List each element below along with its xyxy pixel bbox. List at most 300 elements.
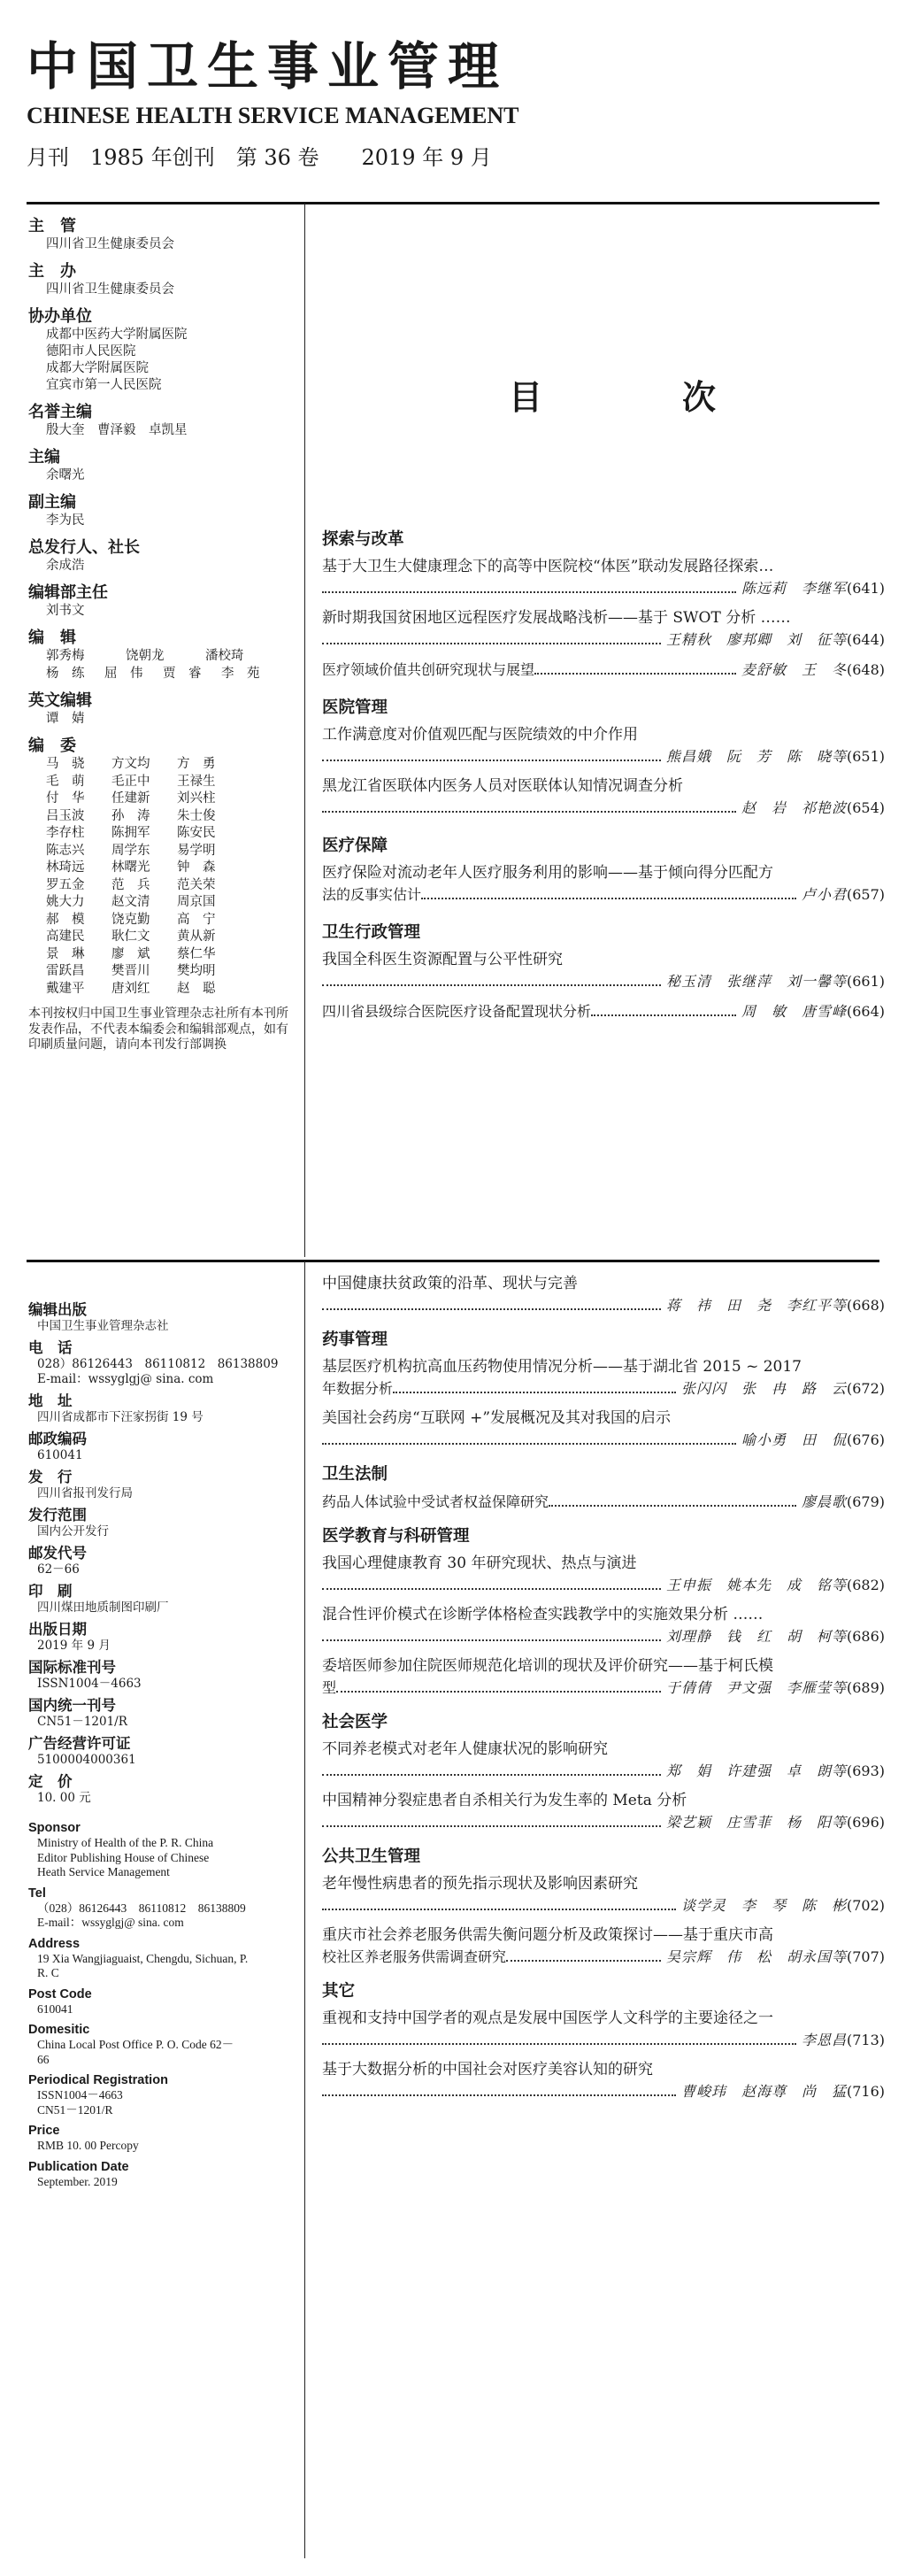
- committee-member: 赵 聪: [177, 981, 216, 996]
- journal-title: 中国卫生事业管理: [27, 36, 509, 96]
- english-info-value: 19 Xia Wangjiaguaist, Chengdu, Sichuan, P.: [37, 1951, 249, 1965]
- editorial-label-director: 主 管: [28, 217, 76, 235]
- column-divider-top: [304, 204, 305, 1257]
- publishing-label: 邮发代号: [28, 1545, 87, 1562]
- committee-member: 唐刘红: [111, 981, 150, 996]
- committee-member: 朱士俊: [177, 808, 216, 823]
- article-title[interactable]: 委培医师参加住院医师规范化培训的现状及评价研究——基于柯氏模: [322, 1657, 773, 1675]
- toc-article-line: [322, 1377, 885, 1400]
- committee-member: 付 华: [46, 791, 85, 806]
- toc-section: [322, 1526, 885, 1700]
- toc-article[interactable]: [322, 1604, 885, 1648]
- toc-article[interactable]: [322, 775, 885, 820]
- toc-section-title: 公共卫生管理: [322, 1847, 421, 1866]
- committee-member: 刘兴柱: [177, 791, 216, 806]
- issue-line: 月刊 1985 年创刊 第 36 卷 2019 年 9 月: [27, 145, 492, 170]
- article-page: (713): [846, 2032, 885, 2048]
- toc-top: [322, 529, 885, 1039]
- article-authors: 秘玉清 张继萍 刘一馨等: [665, 973, 847, 990]
- article-title[interactable]: 我国全科医生资源配置与公平性研究: [322, 951, 563, 968]
- toc-section-title: 卫生法制: [322, 1465, 388, 1484]
- publishing-label: 发 行: [28, 1469, 73, 1485]
- editor-name: 屈 伟: [104, 666, 143, 681]
- editor-name: 李 苑: [221, 666, 260, 681]
- publishing-value: E-mail：wssyglgj@ sina. com: [37, 1372, 214, 1386]
- committee-member: 范关荣: [177, 877, 216, 892]
- english-info-value: （028）86126443 86110812 86138809: [37, 1901, 246, 1915]
- article-authors: 王申振 姚本先 成 铭等: [665, 1577, 847, 1593]
- english-info-block: [28, 1936, 294, 1981]
- dot-leader: [322, 760, 661, 761]
- editorial-label-english_editor: 英文编辑: [28, 691, 92, 710]
- committee-member: 赵文清: [111, 895, 150, 909]
- dot-leader: [322, 1825, 661, 1827]
- toc-article-line: [322, 1429, 885, 1452]
- editorial-value-english_editor: 谭 婧: [46, 712, 85, 726]
- editorial-block-honorary: [28, 403, 294, 439]
- committee-member: 罗五金: [46, 877, 85, 892]
- publishing-label: 国际标准刊号: [28, 1659, 116, 1676]
- publishing-value: 610041: [37, 1448, 83, 1462]
- editorial-value-publisher: 余成浩: [46, 559, 85, 573]
- toc-section: [322, 1273, 885, 1317]
- article-page: (686): [846, 1628, 885, 1645]
- committee-member: 孙 涛: [111, 808, 150, 823]
- editor-name: 贾 睿: [163, 666, 202, 681]
- article-authors: 吴宗辉 伟 松 胡永国等: [665, 1948, 847, 1965]
- committee-member: 周学东: [111, 843, 150, 858]
- toc-section: [322, 1330, 885, 1452]
- editor-name: 杨 练: [46, 666, 85, 681]
- article-title-continued: 校社区养老服务供需调查研究: [322, 1948, 507, 1965]
- english-info-value: China Local Post Office P. O. Code 62－: [37, 2038, 234, 2051]
- editorial-label-editors: 编 辑: [28, 629, 76, 647]
- publishing-label: 定 价: [28, 1773, 73, 1790]
- editorial-block-co_sponsor: [28, 307, 294, 394]
- article-page: (657): [846, 886, 885, 903]
- co-sponsor-item: 成都中医药大学附属医院: [46, 328, 188, 342]
- article-authors: 赵 岩 祁艳波: [741, 799, 847, 816]
- toc-heading: 目 次: [509, 378, 770, 417]
- english-info-block: [28, 1986, 294, 2017]
- english-info-block: [28, 2022, 294, 2067]
- publishing-label: 地 址: [28, 1392, 73, 1409]
- dot-leader: [322, 2094, 676, 2096]
- masthead: [27, 35, 876, 171]
- english-info-label: Tel: [28, 1886, 46, 1901]
- article-page: (679): [846, 1493, 885, 1510]
- publishing-label: 国内统一刊号: [28, 1697, 116, 1714]
- committee-member: 林琦远: [46, 860, 85, 875]
- copyright-notice: 本刊按权归中国卫生事业管理杂志社所有本刊所发表作品，不代表本编委会和编辑部观点，如有印刷质量问题，请向本刊发行部调换: [28, 1006, 288, 1052]
- editorial-label-publisher: 总发行人、社长: [28, 538, 140, 557]
- article-title[interactable]: 新时期我国贫困地区远程医疗发展战略浅析——基于 SWOT 分析 ……: [322, 609, 791, 627]
- committee-member: 任建新: [111, 791, 150, 806]
- committee-member: 景 琳: [46, 946, 85, 961]
- article-authors: 刘理静 钱 红 胡 柯等: [665, 1628, 847, 1645]
- article-page: (707): [846, 1948, 885, 1965]
- article-page: (676): [846, 1431, 885, 1448]
- english-info-value: Ministry of Health of the P. R. China: [37, 1836, 214, 1849]
- editorial-label-co_sponsor: 协办单位: [28, 307, 92, 326]
- editorial-value-director: 四川省卫生健康委员会: [46, 237, 174, 251]
- committee-member: 高 宁: [177, 912, 216, 927]
- editors-row: [28, 648, 294, 666]
- article-title[interactable]: 医疗保险对流动老年人医疗服务利用的影响——基于倾向得分匹配方: [322, 864, 773, 882]
- article-title[interactable]: 美国社会药房“互联网 +”发展概况及其对我国的启示: [322, 1409, 672, 1427]
- publishing-value: CN51－1201/R: [37, 1715, 127, 1729]
- dot-leader: [421, 898, 796, 899]
- english-info-block: [28, 1820, 294, 1880]
- dot-leader: [322, 1774, 661, 1776]
- english-info-block: [28, 2072, 294, 2117]
- english-info-value: Heath Service Management: [37, 1865, 170, 1878]
- editorial-label-deputy: 副主编: [28, 493, 76, 512]
- publishing-block: [28, 1339, 294, 1387]
- english-info-block: [28, 1886, 294, 1931]
- english-info-label: Domesitic: [28, 2023, 90, 2037]
- toc-section-title: 医疗保障: [322, 837, 388, 855]
- article-title-continued: 法的反事实估计: [322, 886, 422, 903]
- toc-article[interactable]: [322, 1553, 885, 1597]
- editorial-block-dept_director: [28, 583, 294, 620]
- toc-article-line: [322, 629, 885, 652]
- toc-article-line: [322, 1677, 885, 1700]
- committee-member: 陈拥军: [111, 826, 150, 840]
- committee-member: 易学明: [177, 843, 216, 858]
- toc-article[interactable]: [322, 862, 885, 906]
- publishing-label: 编辑出版: [28, 1301, 87, 1318]
- editorial-value-deputy: 李为民: [46, 513, 85, 528]
- publishing-label: 发行范围: [28, 1507, 87, 1523]
- article-page: (644): [846, 631, 885, 648]
- publishing-block: [28, 1583, 294, 1616]
- article-title[interactable]: 重视和支持中国学者的观点是发展中国医学人文科学的主要途径之一: [322, 2009, 773, 2027]
- editorial-value-sponsor: 四川省卫生健康委员会: [46, 282, 174, 297]
- dot-leader: [322, 1909, 676, 1910]
- toc-article-line: [322, 2080, 885, 2103]
- article-title[interactable]: 我国心理健康教育 30 年研究现状、热点与演进: [322, 1554, 637, 1572]
- editorial-block-publisher: [28, 538, 294, 575]
- dot-leader: [534, 673, 736, 675]
- toc-article-line: [322, 1574, 885, 1597]
- toc-section-title: 医学教育与科研管理: [322, 1527, 470, 1546]
- editorial-label-chief: 主编: [28, 448, 60, 467]
- article-authors: 张闪闪 张 冉 路 云: [680, 1380, 847, 1397]
- dot-leader: [322, 1308, 661, 1310]
- publishing-value: 四川省成都市下汪家拐街 19 号: [37, 1410, 203, 1424]
- editor-name: 饶朝龙: [126, 649, 165, 663]
- article-page: (696): [846, 1814, 885, 1831]
- committee-member: 郝 模: [46, 912, 85, 927]
- english-info-value: ISSN1004－4663: [37, 2088, 123, 2102]
- committee-member: 戴建平: [46, 981, 85, 996]
- toc-section-title: 卫生行政管理: [322, 923, 421, 942]
- article-page: (641): [846, 580, 885, 597]
- toc-article[interactable]: [322, 949, 885, 993]
- publishing-value: 028）86126443 86110812 86138809: [37, 1357, 279, 1371]
- publishing-value: 国内公开发行: [37, 1524, 109, 1539]
- dot-leader: [322, 811, 736, 813]
- toc-article-line: [322, 745, 885, 768]
- article-authors: 陈远莉 李继军: [741, 580, 847, 597]
- toc-article[interactable]: [322, 1273, 885, 1317]
- publishing-value: 四川煤田地质制图印刷厂: [37, 1600, 169, 1615]
- toc-article-line: [322, 883, 885, 906]
- toc-article[interactable]: [322, 1491, 885, 1514]
- toc-bottom: [322, 1268, 885, 2116]
- article-title[interactable]: 基于大卫生大健康理念下的高等中医院校“体医”联动发展路径探索…: [322, 558, 774, 575]
- journal-english-title: CHINESE HEALTH SERVICE MANAGEMENT: [27, 103, 519, 128]
- toc-article-line: [322, 1811, 885, 1834]
- toc-section: [322, 529, 885, 682]
- article-title[interactable]: 重庆市社会养老服务供需失衡问题分析及政策探讨——基于重庆市高: [322, 1926, 773, 1944]
- english-info-label: Post Code: [28, 1986, 92, 2001]
- committee-member: 陈安民: [177, 826, 216, 840]
- english-info-value: R. C: [37, 1966, 59, 1979]
- english-info-label: Price: [28, 2124, 60, 2138]
- english-info-value: September. 2019: [37, 2174, 118, 2188]
- editorial-value-honorary: 殷大奎 曹泽毅 卓凯星: [46, 423, 188, 437]
- toc-section-title: 探索与改革: [322, 530, 404, 549]
- dot-leader: [393, 1392, 676, 1393]
- committee-member: 李存柱: [46, 826, 85, 840]
- toc-article[interactable]: [322, 1655, 885, 1700]
- editorial-block-english_editor: [28, 691, 294, 728]
- dot-leader: [591, 1014, 736, 1016]
- toc-article[interactable]: [322, 1873, 885, 1917]
- english-info-block: [28, 2123, 294, 2154]
- committee-member: 钟 森: [177, 860, 216, 875]
- editorial-label-sponsor: 主 办: [28, 262, 76, 281]
- toc-article[interactable]: [322, 1356, 885, 1400]
- article-title-continued: 型: [322, 1679, 337, 1696]
- article-page: (664): [846, 1003, 885, 1020]
- article-title[interactable]: 中国精神分裂症患者自杀相关行为发生率的 Meta 分析: [322, 1792, 687, 1809]
- publishing-value: ISSN1004－4663: [37, 1677, 142, 1691]
- toc-section: [322, 698, 885, 820]
- article-title-continued: 年数据分析: [322, 1380, 394, 1397]
- committee-member: 饶克勤: [111, 912, 150, 927]
- toc-article-line: [322, 797, 885, 820]
- co-sponsor-item: 宜宾市第一人民医院: [46, 378, 162, 392]
- english-info-value: E-mail：wssyglgj@ sina. com: [37, 1916, 184, 1929]
- article-title[interactable]: 药品人体试验中受试者权益保障研究: [322, 1493, 549, 1510]
- english-info-value: 66: [37, 2052, 50, 2066]
- committee-member: 雷跃昌: [46, 964, 85, 978]
- article-authors: 喻小勇 田 侃: [741, 1431, 847, 1448]
- publishing-label: 出版日期: [28, 1621, 87, 1638]
- toc-article-line: [322, 1946, 885, 1969]
- committee-member: 廖 斌: [111, 946, 150, 961]
- article-title[interactable]: 四川省县级综合医院医疗设备配置现状分析: [322, 1003, 592, 1020]
- co-sponsor-item: 德阳市人民医院: [46, 344, 136, 359]
- toc-article[interactable]: [322, 556, 885, 600]
- article-authors: 曹峻玮 赵海尊 尚 猛: [680, 2083, 847, 2100]
- article-authors: 蒋 祎 田 尧 李红平等: [665, 1297, 847, 1314]
- publishing-block: [28, 1507, 294, 1539]
- editorial-label-dept_director: 编辑部主任: [28, 583, 108, 602]
- english-spacer: [28, 1811, 294, 1820]
- committee-member: 吕玉波: [46, 808, 85, 823]
- english-info-value: 610041: [37, 2001, 73, 2016]
- publishing-label: 印 刷: [28, 1583, 73, 1600]
- toc-article[interactable]: [322, 1739, 885, 1783]
- article-authors: 熊昌娥 阮 芳 陈 晓等: [665, 748, 847, 765]
- committee-grid: [28, 756, 294, 998]
- editor-name: 潘校琦: [205, 649, 244, 663]
- toc-article-line: [322, 1294, 885, 1317]
- english-info-block: [28, 2159, 294, 2190]
- editorial-block-chief: [28, 448, 294, 484]
- toc-article[interactable]: [322, 1790, 885, 1834]
- editor-name: 郭秀梅: [46, 649, 85, 663]
- committee-member: 姚大力: [46, 895, 85, 909]
- committee-member: 陈志兴: [46, 843, 85, 858]
- toc-article-line: [322, 2029, 885, 2052]
- toc-section-title: 社会医学: [322, 1713, 388, 1731]
- toc-section: [322, 1981, 885, 2103]
- english-info-value: RMB 10. 00 Percopy: [37, 2139, 139, 2152]
- article-authors: 麦舒敏 王 冬: [741, 661, 847, 678]
- toc-article[interactable]: [322, 724, 885, 768]
- toc-article[interactable]: [322, 2008, 885, 2052]
- dot-leader: [322, 1588, 661, 1590]
- article-page: (693): [846, 1762, 885, 1779]
- dot-leader: [322, 984, 661, 986]
- english-info-label: Periodical Registration: [28, 2073, 168, 2087]
- editorial-board: [28, 217, 294, 1053]
- article-page: (648): [846, 661, 885, 678]
- co-sponsor-item: 成都大学附属医院: [46, 361, 149, 375]
- publishing-block: [28, 1621, 294, 1654]
- article-page: (654): [846, 799, 885, 816]
- toc-article[interactable]: [322, 1924, 885, 1969]
- toc-article-line: [322, 1894, 885, 1917]
- toc-section: [322, 1712, 885, 1834]
- header-rule: [27, 202, 879, 204]
- publishing-block: [28, 1659, 294, 1692]
- article-title[interactable]: 老年慢性病患者的预先指示现状及影响因素研究: [322, 1875, 638, 1893]
- article-page: (668): [846, 1297, 885, 1314]
- middle-rule: [27, 1260, 879, 1262]
- publishing-label: 邮政编码: [28, 1431, 87, 1447]
- publishing-value: 中国卫生事业管理杂志社: [37, 1319, 169, 1333]
- committee-member: 耿仁文: [111, 929, 150, 944]
- toc-article[interactable]: [322, 2059, 885, 2103]
- article-title[interactable]: 中国健康扶贫政策的沿革、现状与完善: [322, 1275, 578, 1292]
- publishing-block: [28, 1735, 294, 1768]
- toc-article-line: [322, 1760, 885, 1783]
- dot-leader: [322, 591, 736, 593]
- toc-article-line: [322, 970, 885, 993]
- column-divider-bottom: [304, 1261, 305, 2558]
- toc-article-line: [322, 577, 885, 600]
- publishing-value: 62－66: [37, 1562, 80, 1577]
- dot-leader: [322, 1639, 661, 1641]
- toc-article-line: [322, 1625, 885, 1648]
- committee-member: 毛正中: [111, 774, 150, 789]
- publishing-value: 四川省报刊发行局: [37, 1486, 133, 1500]
- article-authors: 卢小君: [801, 886, 847, 903]
- editorial-block-editors: [28, 629, 294, 683]
- committee-member: 范 兵: [111, 877, 150, 892]
- editorial-block-committee: [28, 737, 294, 998]
- publishing-label: 广告经营许可证: [28, 1735, 131, 1752]
- dot-leader: [322, 2043, 796, 2045]
- article-authors: 廖晨歌: [801, 1493, 847, 1510]
- article-authors: 李恩昌: [801, 2032, 847, 2048]
- committee-member: 樊均明: [177, 964, 216, 978]
- editorial-block-deputy: [28, 493, 294, 529]
- toc-article-line: [322, 1000, 885, 1023]
- article-title[interactable]: 工作满意度对价值观匹配与医院绩效的中介作用: [322, 726, 638, 744]
- toc-section-title: 医院管理: [322, 698, 388, 717]
- dot-leader: [336, 1691, 661, 1693]
- article-page: (716): [846, 2083, 885, 2100]
- committee-member: 王禄生: [177, 774, 216, 789]
- article-title[interactable]: 混合性评价模式在诊断学体格检查实践教学中的实施效果分析 ……: [322, 1606, 764, 1623]
- english-info-label: Address: [28, 1936, 81, 1951]
- toc-section: [322, 1847, 885, 1969]
- article-title[interactable]: 不同养老模式对老年人健康状况的影响研究: [322, 1740, 608, 1758]
- publishing-block: [28, 1773, 294, 1806]
- committee-member: 方文均: [111, 757, 150, 771]
- toc-article[interactable]: [322, 659, 885, 682]
- committee-member: 周京国: [177, 895, 216, 909]
- toc-article[interactable]: [322, 1408, 885, 1452]
- committee-member: 蔡仁华: [177, 946, 216, 961]
- article-authors: 郑 娟 许建强 卓 朗等: [665, 1762, 847, 1779]
- committee-member: 方 勇: [177, 757, 216, 771]
- toc-article[interactable]: [322, 1000, 885, 1023]
- editorial-value-dept_director: 刘书文: [46, 604, 85, 618]
- dot-leader: [322, 1443, 736, 1445]
- publishing-block: [28, 1545, 294, 1577]
- toc-section: [322, 836, 885, 906]
- toc-section: [322, 1464, 885, 1514]
- publishing-info: [28, 1301, 294, 2194]
- article-page: (661): [846, 973, 885, 990]
- toc-section: [322, 922, 885, 1023]
- article-page: (672): [846, 1380, 885, 1397]
- article-authors: 谈学灵 李 琴 陈 彬: [680, 1897, 847, 1914]
- publishing-block: [28, 1469, 294, 1501]
- article-page: (651): [846, 748, 885, 765]
- toc-section-title: 其它: [322, 1982, 356, 2001]
- english-info-label: Sponsor: [28, 1821, 81, 1835]
- committee-member: 林曙光: [111, 860, 150, 875]
- publishing-block: [28, 1301, 294, 1334]
- article-page: (682): [846, 1577, 885, 1593]
- article-authors: 于倩倩 尹文强 李雁莹等: [665, 1679, 847, 1696]
- article-authors: 周 敏 唐雪峰: [741, 1003, 847, 1020]
- publishing-value: 10. 00 元: [37, 1791, 91, 1805]
- article-title[interactable]: 基于大数据分析的中国社会对医疗美容认知的研究: [322, 2061, 653, 2079]
- publishing-value: 2019 年 9 月: [37, 1639, 111, 1653]
- article-title[interactable]: 基层医疗机构抗高血压药物使用情况分析——基于湖北省 2015 ~ 2017: [322, 1358, 802, 1376]
- dot-leader: [549, 1505, 796, 1507]
- toc-article[interactable]: [322, 607, 885, 652]
- english-info-value: CN51－1201/R: [37, 2102, 113, 2117]
- article-page: (702): [846, 1897, 885, 1914]
- article-authors: 梁艺颖 庄雪菲 杨 阳等: [665, 1814, 847, 1831]
- editors-row: [28, 666, 294, 683]
- publishing-value: 5100004000361: [37, 1753, 136, 1767]
- article-title[interactable]: 医疗领域价值共创研究现状与展望: [322, 661, 535, 678]
- article-authors: 王精秋 廖邦卿 刘 征等: [665, 631, 847, 648]
- article-title[interactable]: 黑龙江省医联体内医务人员对医联体认知情况调查分析: [322, 777, 683, 795]
